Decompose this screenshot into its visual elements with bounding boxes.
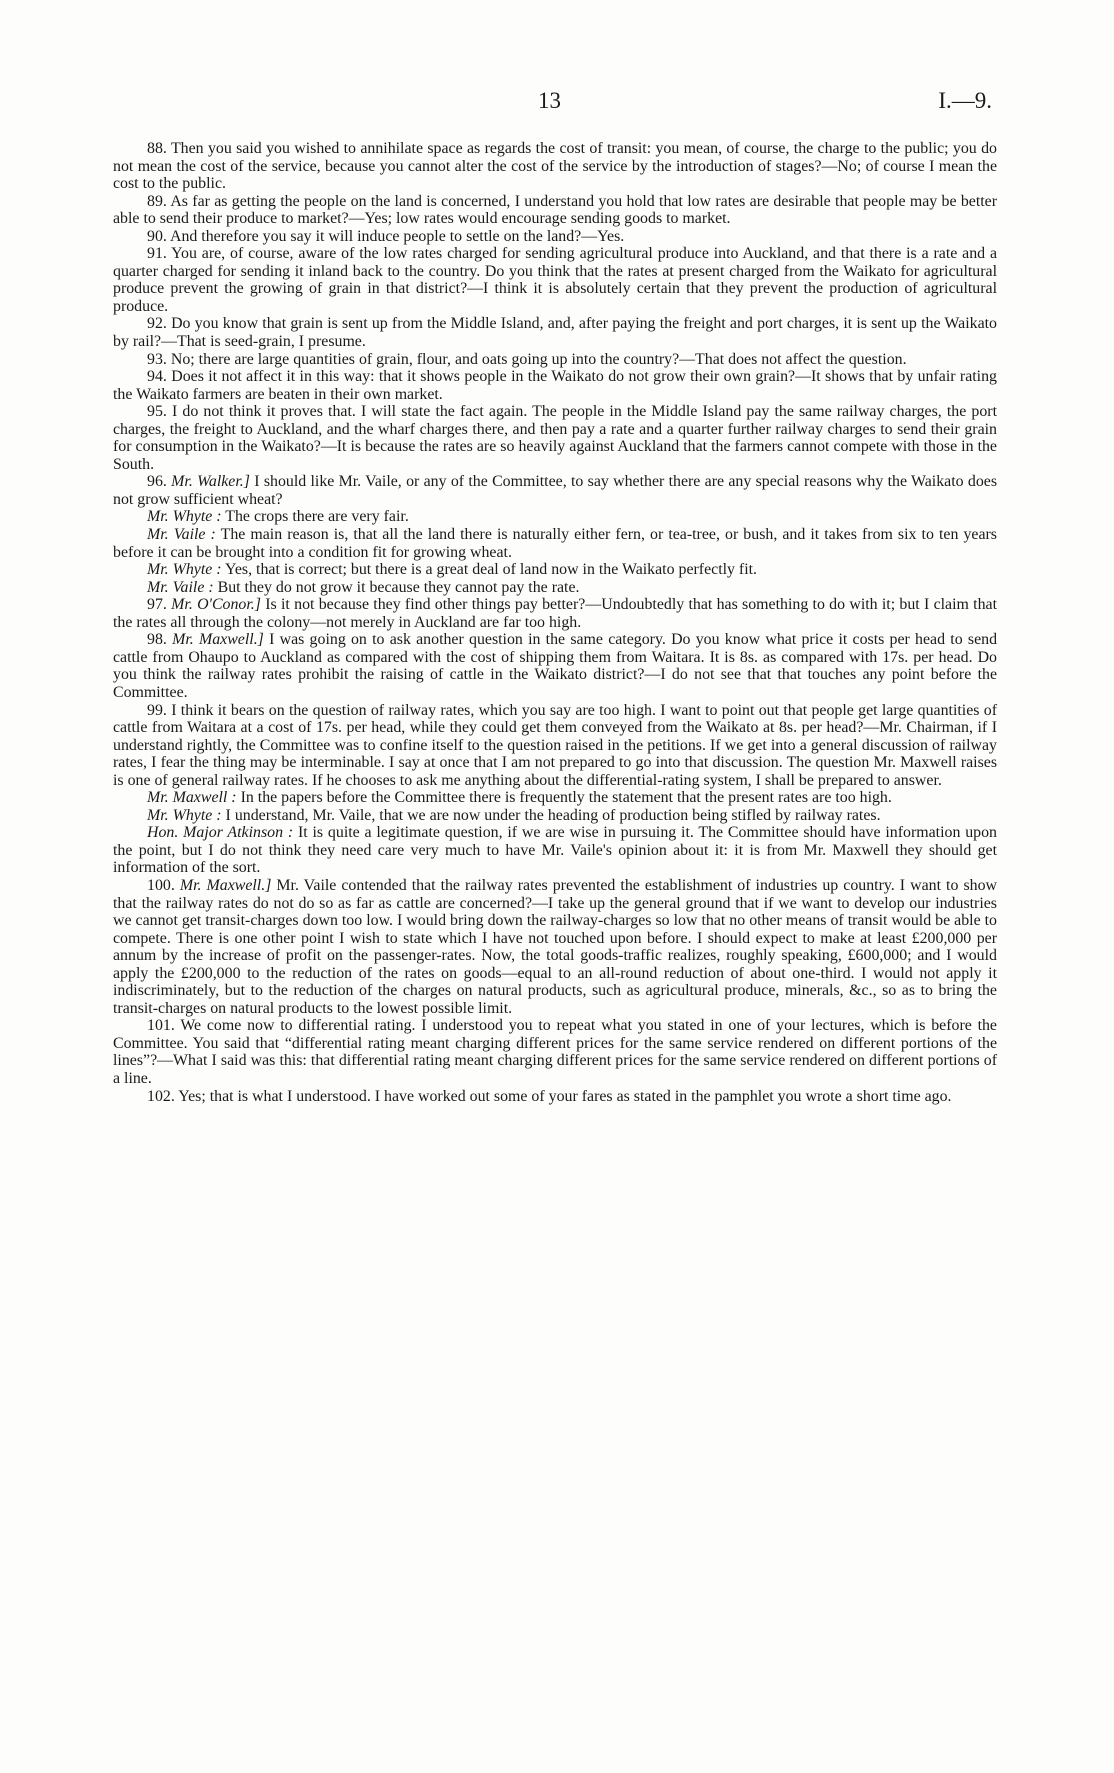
question-number: 97. — [147, 596, 172, 614]
paragraph-text: No; there are large quantities of grain, flour, and oats going up into the country?—That does not affect the question. — [170, 350, 907, 368]
paragraph — [113, 789, 997, 807]
paragraph — [113, 824, 997, 877]
paragraph-text: I should like Mr. Vaile, or any of the Committee, to say whether there are any special reasons why the Waikato does not grow sufficient wheat? — [113, 473, 998, 508]
paragraph — [113, 508, 997, 526]
question-number: 95. — [147, 403, 172, 421]
paragraph — [113, 877, 997, 1017]
paragraph — [113, 473, 997, 508]
paragraph-text: Does it not affect it in this way: that it shows people in the Waikato do not grow their own grain?—It shows that by unfair rating the Waikato farmers are beaten in their own market. — [113, 368, 997, 403]
question-number: 88. — [147, 140, 171, 157]
paragraph — [113, 368, 997, 403]
speaker-label: Mr. O'Conor.] — [171, 596, 261, 614]
speaker-label: Mr. Whyte : — [147, 561, 222, 579]
paragraph — [113, 403, 997, 473]
paragraph-text: I think it bears on the question of railway rates, which you say are too high. I want to point out that people get large quantities of cattle from Waitara at a cost of 17s. per head, while they could get them conveyed from the Waikato at 8s. per head?—Mr. Chairman, if I understand rightly, the Committee was to confine itself to the question raised in the petitions. If we get into a general discussion of railway rates, I fear the thing may be interminable. I say at once that I am not prepared to go into that discussion. The question Mr. Maxwell raises is one of general railway rates. If he chooses to ask me anything about the differential-rating system, I shall be prepared to answer. — [113, 701, 997, 789]
paragraph-text: In the papers before the Committee there is frequently the statement that the present rates are too high. — [236, 789, 892, 807]
question-number: 99. — [147, 701, 172, 719]
paragraph — [113, 1017, 997, 1087]
paragraph-text: Is it not because they find other things pay better?—Undoubtedly that has something to do with it; but I claim that the rates all through the colony—not merely in Auckland are far too high. — [113, 596, 997, 631]
paragraph — [113, 526, 997, 561]
question-number: 89. — [147, 192, 171, 210]
question-number: 94. — [147, 368, 172, 386]
page-header — [110, 88, 990, 128]
paragraph-text: I do not think it proves that. I will state the fact again. The people in the Middle Island pay the same railway charges, the port charges, the freight to Auckland, and the wharf charges there, and then pay a rate and a quarter further railway charges to send their grain for consumption in the Waikato?—It is because the rates are so heavily against Auckland that the farmers cannot compete with those in the South. — [113, 403, 997, 473]
paragraph-text: Mr. Vaile contended that the railway rates prevented the establishment of industries up country. I want to show that the railway rates do not do so as far as cattle are concerned?—I take up the general ground that if we want to develop our industries we cannot get transit-charges down too low. I would bring down the railway-charges so low that no other means of transit would be able to compete. There is one other point I wish to state which I have not touched upon before. I should expect to make at least £200,000 per annum by the increase of profit on the passenger-rates. Now, the total goods-traffic realizes, roughly speaking, £600,000; and I would apply the £200,000 to the reduction of the rates on goods—equal to an all-round reduction of about one-third. I would not apply it indiscriminately, but to the reduction of the charges on natural products, such as agricultural produce, minerals, &c., so as to bring the transit-charges on natural products to the lowest possible limit. — [113, 876, 997, 1017]
paragraph — [113, 193, 997, 228]
paragraph-text: But they do not grow it because they cannot pay the rate. — [213, 578, 580, 596]
paragraph-text: Yes; that is what I understood. I have worked out some of your fares as stated in the pamphlet you wrote a short time ago. — [178, 1087, 952, 1105]
paragraph — [113, 561, 997, 579]
speaker-label: Mr. Vaile : — [147, 578, 214, 596]
document-body — [113, 140, 997, 1105]
question-number: 93. — [147, 350, 171, 368]
paragraph-text: It is quite a legitimate question, if we are wise in pursuing it. The Committee should have information upon the point, but I do not think they need care very much to have Mr. Vaile's opinion about it: it is from Mr. Maxwell they should get information of the sort. — [113, 824, 997, 877]
speaker-label: Mr. Whyte : — [147, 806, 222, 824]
paragraph — [113, 579, 997, 597]
speaker-label: Mr. Maxwell.] — [172, 631, 264, 649]
paragraph-text: And therefore you say it will induce people to settle on the land?—Yes. — [169, 227, 625, 245]
question-number: 90. — [147, 227, 170, 245]
question-number: 92. — [147, 315, 172, 333]
paragraph-text: Yes, that is correct; but there is a great deal of land now in the Waikato perfectly fit. — [221, 561, 758, 579]
question-number: 91. — [147, 245, 172, 263]
question-number: 96. — [147, 473, 172, 491]
paragraph-text: We come now to differential rating. I understood you to repeat what you stated in one of your lectures, which is before the Committee. You said that “differential rating meant charging different prices for the same service rendered on different portions of the lines”?—What I said was this: that differential rating meant charging different prices for the same service rendered on different portions of a line. — [113, 1017, 997, 1087]
paragraph-text: I understand, Mr. Vaile, that we are now under the heading of production being stifled by railway rates. — [221, 806, 881, 824]
paragraph-text: Do you know that grain is sent up from the Middle Island, and, after paying the freight and port charges, it is sent up the Waikato by rail?—That is seed-grain, I presume. — [113, 315, 997, 351]
page-number: 13 — [538, 88, 561, 113]
speaker-label: Mr. Maxwell : — [147, 789, 237, 807]
paragraph — [113, 631, 997, 701]
paragraph-text: You are, of course, aware of the low rates charged for sending agricultural produce into Auckland, and that there is a rate and a quarter charged for sending it inland back to the country. Do you think that the rates at present charged from the Waikato for agricultural produce prevent the growing of grain in that district?—I think it is absolutely certain that they prevent the production of agricultural produce. — [113, 245, 998, 315]
question-number: 100. — [147, 876, 180, 894]
speaker-label: Mr. Whyte : — [147, 508, 222, 526]
document-reference: I.—9. — [938, 88, 992, 113]
paragraph — [113, 596, 997, 631]
paragraph-text: The main reason is, that all the land there is naturally either fern, or tea-tree, or bush, and it takes from six to ten years before it can be brought into a condition fit for growing wheat. — [113, 526, 997, 561]
paragraph — [113, 245, 997, 315]
question-number: 101. — [147, 1017, 181, 1035]
paragraph-text: As far as getting the people on the land is concerned, I understand you hold that low rates are desirable that people may be better able to send their produce to market?—Yes; low rates would encourage sending goods to market. — [113, 192, 998, 228]
speaker-label: Mr. Vaile : — [147, 526, 216, 544]
paragraph-text: The crops there are very fair. — [221, 508, 409, 526]
speaker-label: Mr. Walker.] — [171, 473, 250, 491]
speaker-label: Hon. Major Atkinson : — [147, 824, 294, 842]
paragraph-text: Then you said you wished to annihilate space as regards the cost of transit: you mean, of course, the charge to the public; you do not mean the cost of the service, because you cannot alter the cost of the service by the introduction of stages?—No; of course I mean the cost to the public. — [113, 140, 997, 193]
paragraph — [113, 1088, 997, 1106]
question-number: 102. — [147, 1087, 179, 1105]
paragraph — [113, 807, 997, 825]
speaker-label: Mr. Maxwell.] — [179, 876, 272, 894]
paragraph — [113, 702, 997, 790]
paragraph — [113, 315, 997, 350]
paragraph-text: I was going on to ask another question in the same category. Do you know what price it costs per head to send cattle from Ohaupo to Auckland as compared with the cost of shipping them from Waitara. It is 8s. as compared with 17s. per head. Do you think the railway rates prohibit the raising of cattle in the Waikato district?—I do not see that that touches any point before the Committee. — [113, 631, 998, 701]
question-number: 98. — [147, 631, 173, 649]
paragraph — [113, 140, 997, 193]
paragraph — [113, 351, 997, 369]
paragraph — [113, 228, 997, 246]
